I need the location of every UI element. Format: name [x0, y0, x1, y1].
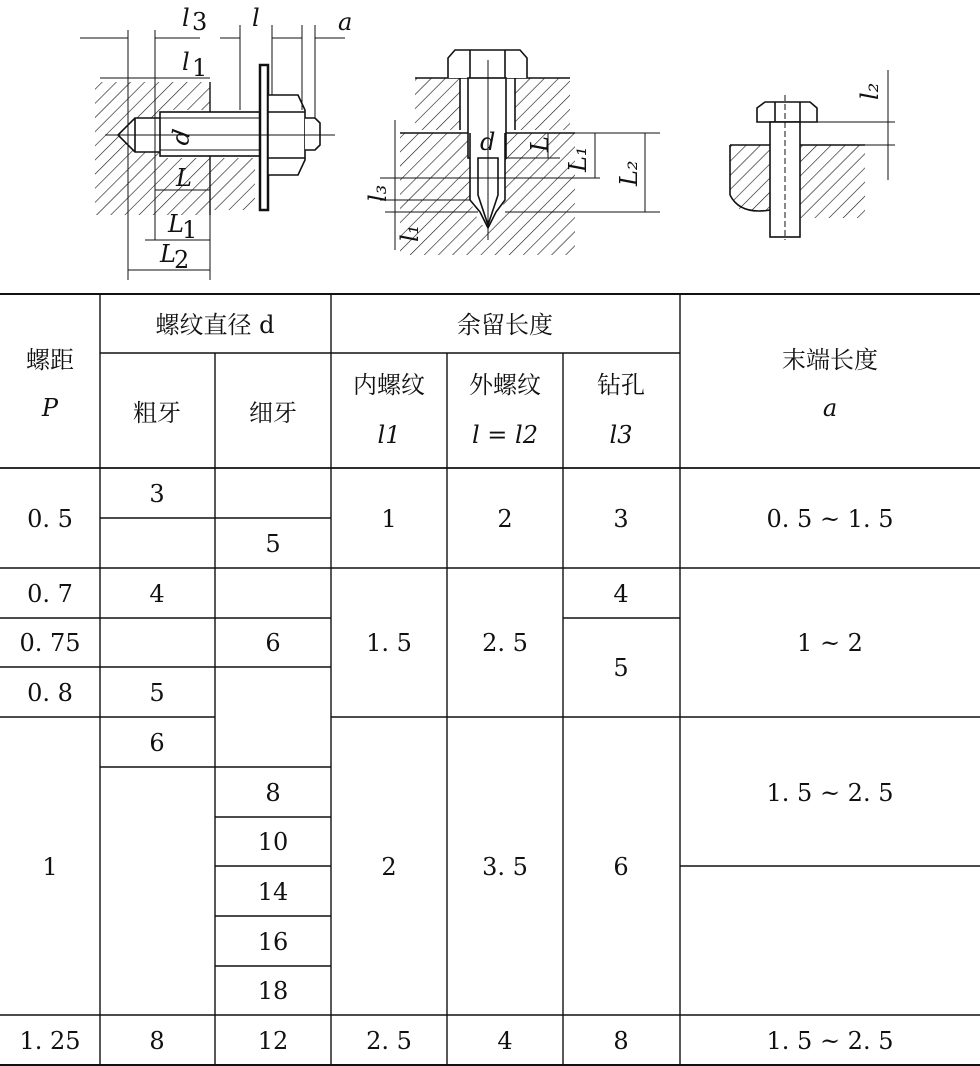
header-pitch-label: 螺距 — [26, 346, 74, 374]
label-l1: l₁ — [396, 224, 424, 242]
cell-fine: 12 — [257, 1027, 289, 1055]
cell-end-length: 1. 5 ~ 2. 5 — [766, 1027, 894, 1055]
header-drill: 钻孔 — [597, 371, 645, 399]
left-diagram — [80, 25, 345, 280]
thread-diagrams-svg — [0, 0, 980, 293]
label-l3: l₃ — [364, 184, 392, 202]
header-internal-symbol: l1 — [377, 421, 401, 449]
label-L2: L — [160, 240, 176, 268]
table-header — [26, 311, 878, 449]
label-l3: l — [182, 4, 190, 32]
cell-l3: 6 — [613, 853, 629, 881]
cell-fine: 14 — [257, 878, 289, 906]
label-a: a — [338, 8, 353, 36]
cell-l1: 1 — [381, 505, 397, 533]
cell-pitch: 0. 7 — [27, 580, 73, 608]
cell-pitch: 1. 25 — [19, 1027, 81, 1055]
header-thread-diameter: 螺纹直径 d — [155, 311, 275, 339]
cell-pitch: 0. 8 — [27, 679, 73, 707]
header-end-symbol: a — [822, 394, 838, 422]
header-end-length: 末端长度 — [782, 346, 878, 374]
header-pitch-symbol: P — [41, 394, 59, 422]
cell-coarse: 6 — [149, 729, 165, 757]
cell-fine: 6 — [265, 629, 281, 657]
cell-end-length: 0. 5 ~ 1. 5 — [766, 505, 894, 533]
cell-l3: 5 — [613, 654, 629, 682]
label-l2: l₂ — [856, 82, 884, 100]
label-L2-sub: 2 — [174, 246, 190, 274]
cell-end-length: 1. 5 ~ 2. 5 — [766, 779, 894, 807]
cell-l3: 4 — [613, 580, 629, 608]
header-external-symbol: l = l2 — [472, 421, 538, 449]
label-l1: l — [182, 48, 190, 76]
cell-end-length: 1 ~ 2 — [797, 629, 863, 657]
header-external-thread: 外螺纹 — [469, 371, 541, 399]
cell-coarse: 5 — [149, 679, 165, 707]
label-L1: L₁ — [564, 146, 592, 172]
cell-l1: 2 — [381, 853, 397, 881]
middle-diagram — [380, 50, 660, 255]
cell-pitch: 0. 75 — [19, 629, 81, 657]
cell-fine: 5 — [265, 530, 281, 558]
cell-l3: 8 — [613, 1027, 629, 1055]
cell-fine: 16 — [257, 928, 289, 956]
cell-fine: 8 — [265, 779, 281, 807]
thread-diagram-figure — [0, 0, 980, 293]
label-l1-sub: 1 — [192, 54, 208, 82]
cell-l1: 1. 5 — [366, 629, 412, 657]
cell-fine: 18 — [257, 977, 289, 1005]
cell-l2: 3. 5 — [482, 853, 528, 881]
cell-coarse: 4 — [149, 580, 165, 608]
label-l: l — [252, 4, 260, 32]
header-drill-symbol: l3 — [609, 421, 633, 449]
cell-fine: 10 — [257, 828, 289, 856]
header-coarse: 粗牙 — [133, 399, 181, 427]
header-residual-length: 余留长度 — [457, 311, 553, 339]
label-l3-sub: 3 — [192, 8, 208, 36]
cell-l3: 3 — [613, 505, 629, 533]
right-diagram-labels — [856, 83, 884, 100]
cell-l1: 2. 5 — [366, 1027, 412, 1055]
label-L1: L — [168, 210, 184, 238]
cell-coarse: 8 — [149, 1027, 165, 1055]
label-L: L — [526, 136, 554, 152]
thread-length-table — [0, 293, 980, 1066]
label-d: d — [166, 127, 197, 148]
label-d: d — [480, 128, 496, 156]
cell-l2: 2. 5 — [482, 629, 528, 657]
cell-pitch: 0. 5 — [27, 505, 73, 533]
table-svg — [0, 293, 980, 1066]
header-fine: 细牙 — [249, 399, 297, 427]
label-L: L — [176, 164, 192, 192]
cell-l2: 2 — [497, 505, 513, 533]
cell-coarse: 3 — [149, 480, 165, 508]
cell-pitch: 1 — [42, 853, 58, 881]
label-L2: L₂ — [615, 160, 643, 186]
label-L1-sub: 1 — [182, 216, 198, 244]
header-internal-thread: 内螺纹 — [353, 371, 425, 399]
cell-l2: 4 — [497, 1027, 513, 1055]
